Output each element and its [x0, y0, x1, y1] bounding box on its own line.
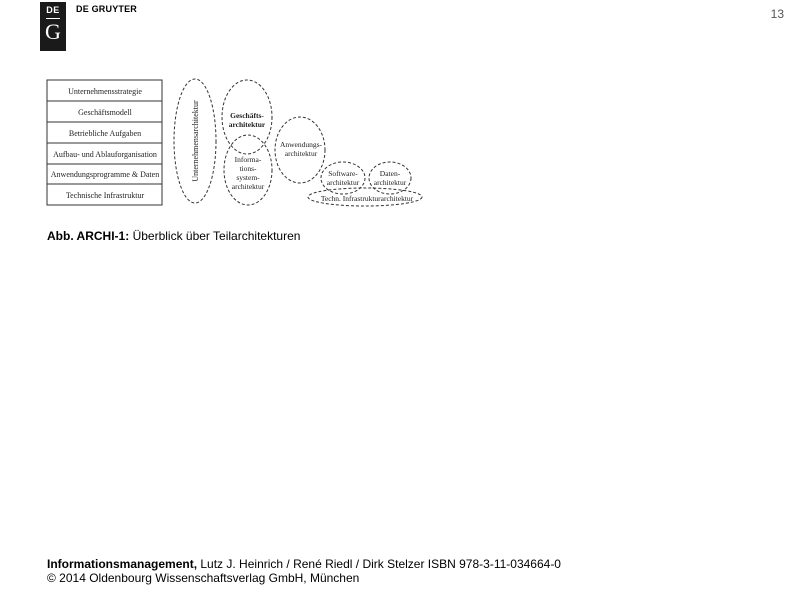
- figure-caption: [47, 229, 300, 243]
- layer-label: Technische Infrastruktur: [65, 191, 145, 200]
- application-architecture-label-2: architektur: [284, 149, 318, 158]
- copyright-line: © 2014 Oldenbourg Wissenschaftsverlag GmbH, München: [47, 571, 360, 585]
- data-architecture-label-1: Daten-: [379, 169, 401, 178]
- business-architecture-label-1: Geschäfts-: [230, 111, 264, 120]
- application-architecture-label-1: Anwendungs-: [279, 140, 323, 149]
- enterprise-architecture-label: Unternehmensarchitektur: [191, 100, 200, 182]
- layer-label: Betriebliche Aufgaben: [68, 129, 142, 138]
- information-system-architecture-label-1: Informa-: [234, 155, 262, 164]
- data-architecture-label-2: architektur: [373, 178, 407, 187]
- layer-stack: [47, 80, 162, 205]
- software-architecture-label-2: architektur: [326, 178, 360, 187]
- book-title: Informationsmanagement,: [47, 557, 198, 571]
- layer-label: Anwendungsprogramme & Daten: [50, 170, 160, 179]
- page-number: 13: [770, 7, 784, 21]
- layer-label: Aufbau- und Ablauforganisation: [53, 150, 157, 159]
- layer-label: Geschäftsmodell: [78, 108, 132, 117]
- technical-infrastructure-label: Techn. Infrastrukturarchitektur: [320, 194, 414, 203]
- logo-g-text: G: [45, 19, 61, 44]
- de-gruyter-logo: [40, 2, 66, 51]
- information-system-architecture-label-3: system-: [236, 173, 260, 182]
- layer-label: Unternehmensstrategie: [68, 87, 142, 96]
- software-architecture-label-1: Software-: [328, 169, 358, 178]
- publisher-name: DE GRUYTER: [76, 4, 138, 14]
- footer-citation: [47, 557, 561, 571]
- footer: [47, 557, 561, 585]
- caption-label: Abb. ARCHI-1:: [47, 229, 130, 243]
- logo-de-text: DE: [46, 5, 60, 15]
- architecture-diagram: [44, 74, 429, 209]
- information-system-architecture-label-2: tions-: [239, 164, 257, 173]
- information-system-architecture-label-4: architektur: [231, 182, 265, 191]
- caption-text: Überblick über Teilarchitekturen: [132, 229, 301, 243]
- book-authors-isbn: Lutz J. Heinrich / René Riedl / Dirk Stelzer ISBN 978-3-11-034664-0: [200, 557, 561, 571]
- business-architecture-label-2: architektur: [228, 120, 266, 129]
